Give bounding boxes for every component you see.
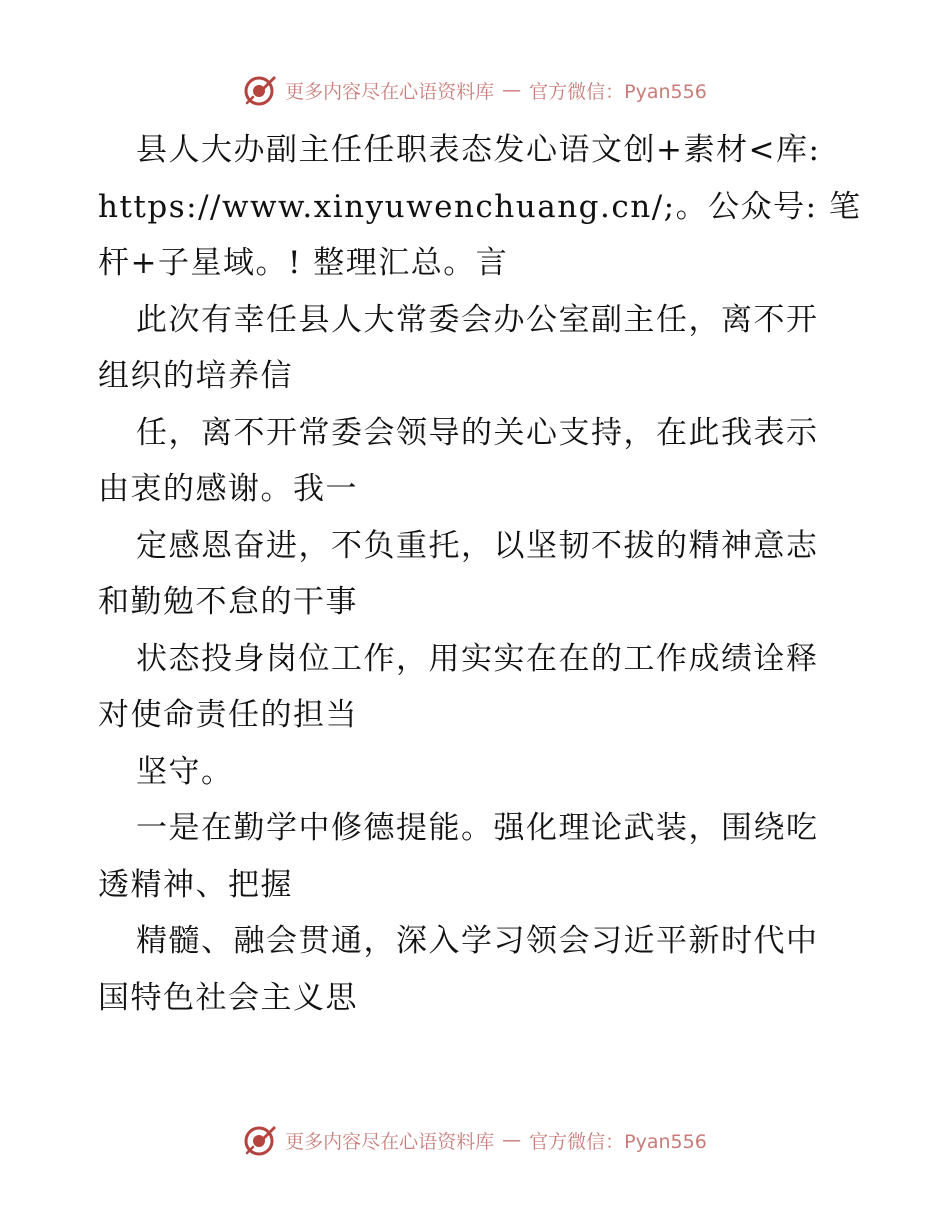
footer-banner	[0, 1120, 950, 1160]
text-line: 精髓、融会贯通，深入学习领会习近平新时代中	[136, 923, 819, 959]
header-promo-text: 更多内容尽在心语资料库	[285, 80, 495, 103]
header-banner	[0, 70, 950, 110]
text-line: 杆+子星域。! 整理汇总。言	[98, 245, 509, 281]
text-line: 坚守。	[136, 753, 234, 790]
text-line: 此次有幸任县人大常委会办公室副主任，离不开	[136, 301, 819, 338]
text-line: 对使命责任的担当	[98, 697, 358, 733]
pen-logo-icon	[243, 1123, 277, 1157]
text-line: 县人大办副主任任职表态发心语文创+素材<库:	[136, 132, 821, 168]
header-separator: —	[502, 79, 522, 101]
footer-wechat-text: 官方微信：Pyan556	[529, 1130, 707, 1153]
text-line: 一是在勤学中修德提能。强化理论武装，围绕吃	[136, 810, 819, 846]
text-line: 透精神、把握	[98, 866, 293, 903]
text-line: 和勤勉不怠的干事	[98, 584, 358, 620]
text-line: 任，离不开常委会领导的关心支持，在此我表示	[136, 414, 819, 451]
pen-logo-icon	[243, 73, 277, 107]
text-line: 由衷的感谢。我一	[98, 471, 358, 507]
text-line: 国特色社会主义思	[98, 979, 358, 1016]
footer-promo-text: 更多内容尽在心语资料库	[285, 1130, 495, 1153]
text-line: 组织的培养信	[98, 358, 293, 394]
text-line: https://www.xinyuwenchuang.cn/;。公众号: 笔	[98, 188, 862, 225]
header-wechat-text: 官方微信：Pyan556	[529, 80, 707, 103]
footer-separator: —	[502, 1129, 522, 1151]
document-body	[98, 122, 862, 1026]
text-line: 定感恩奋进，不负重托，以坚韧不拔的精神意志	[136, 527, 819, 564]
text-line: 状态投身岗位工作，用实实在在的工作成绩诠释	[136, 640, 819, 677]
